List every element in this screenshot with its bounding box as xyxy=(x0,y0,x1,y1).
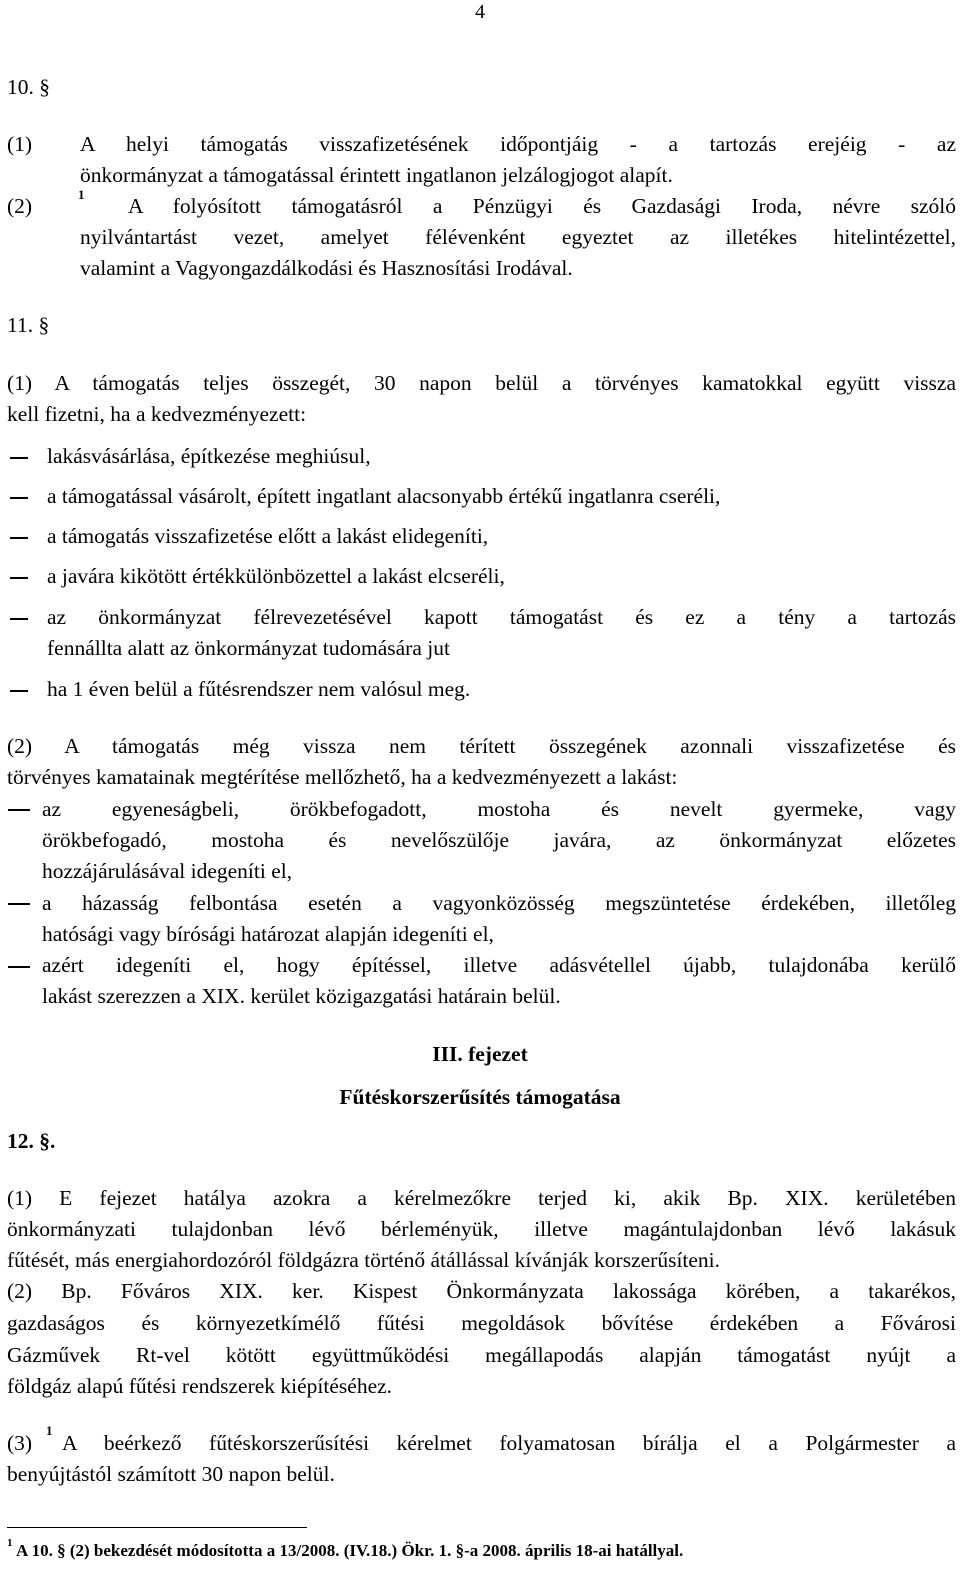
list-dash xyxy=(10,618,28,620)
list-item: a javára kikötött értékkülönbözettel a lakást elcseréli, xyxy=(47,564,505,588)
s12-p2-line1: (2) Bp. Főváros XIX. ker. Kispest Önkormányzata lakossága körében, a takarékos, xyxy=(7,1279,956,1303)
list-item-continuation: fennállta alatt az önkormányzat tudomására jut xyxy=(47,636,450,660)
list-item-continuation: örökbefogadó, mostoha és nevelőszülője javára, az önkormányzat előzetes xyxy=(42,828,956,852)
s12-p3-line2: benyújtástól számított 30 napon belül. xyxy=(7,1462,335,1486)
page-number: 4 xyxy=(475,1,485,23)
section-10-heading: 10. § xyxy=(7,75,50,99)
s10-p1-label: (1) xyxy=(7,132,33,156)
list-item: lakásvásárlása, építkezése meghiúsul, xyxy=(47,444,371,468)
s12-p2-line2: gazdaságos és környezetkímélő fűtési megoldások bővítése érdekében a Fővárosi xyxy=(7,1311,956,1335)
s12-p1-line2: önkormányzati tulajdonban lévő bérleményük, illetve magántulajdonban lévő lakásuk xyxy=(7,1217,956,1241)
s12-p3-label: (3) xyxy=(7,1431,33,1455)
s12-p2-line4: földgáz alapú fűtési rendszerek kiépítéséhez. xyxy=(7,1374,393,1398)
list-item-continuation: lakást szerezzen a XIX. kerület közigazgatási határain belül. xyxy=(42,984,561,1008)
s12-p1-line3: fűtését, más energiahordozóról földgázra történő átállással kívánják korszerűsíteni. xyxy=(7,1248,721,1272)
section-11-heading: 11. § xyxy=(7,313,50,337)
footnote-separator xyxy=(7,1527,307,1528)
list-item: a támogatás visszafizetése előtt a lakást elidegeníti, xyxy=(47,524,489,548)
chapter-title: III. fejezet xyxy=(432,1042,528,1066)
s11-p1-line2: kell fizetni, ha a kedvezményezett: xyxy=(7,402,307,426)
list-dash xyxy=(10,690,28,692)
s11-p2-line2: törvényes kamatainak megtérítése mellőzhető, ha a kedvezményezett a lakást: xyxy=(7,765,678,789)
list-dash xyxy=(10,537,28,539)
s10-p2-line3: valamint a Vagyongazdálkodási és Hasznosítási Irodával. xyxy=(80,256,573,280)
list-item: a házasság felbontása esetén a vagyonközösség megszüntetése érdekében, illetőleg xyxy=(42,891,956,915)
list-item-continuation: hatósági vagy bírósági határozat alapján idegeníti el, xyxy=(42,922,494,946)
section-12-heading: 12. §. xyxy=(7,1129,56,1153)
s10-p1-line2: önkormányzat a támogatással érintett ingatlanon jelzálogjogot alapít. xyxy=(80,163,673,187)
footnote-mark: 1 xyxy=(7,1537,13,1549)
s11-p2-line1: (2) A támogatás még vissza nem térített összegének azonnali visszafizetése és xyxy=(7,734,956,758)
s10-p2-label: (2) xyxy=(7,194,33,218)
s12-p3-footnote-mark: 1 xyxy=(46,1423,53,1438)
s10-p2-footnote-mark: 1 xyxy=(78,187,85,202)
list-dash xyxy=(10,457,28,459)
list-item: azért idegeníti el, hogy építéssel, illetve adásvétellel újabb, tulajdonába kerülő xyxy=(42,953,956,977)
s10-p2-line2: nyilvántartást vezet, amelyet félévenként egyeztet az illetékes hitelintézettel, xyxy=(80,225,956,249)
footnote-text: A 10. § (2) bekezdését módosította a 13/2008. (IV.18.) Ökr. 1. §-a 2008. április 18-ai hatállyal. xyxy=(16,1541,684,1560)
list-dash xyxy=(8,809,30,811)
list-item: ha 1 éven belül a fűtésrendszer nem valósul meg. xyxy=(47,677,471,701)
list-dash xyxy=(8,903,30,905)
list-item: az egyeneságbeli, örökbefogadott, mostoha és nevelt gyermeke, vagy xyxy=(42,797,956,821)
list-dash xyxy=(8,966,30,968)
s11-p1-line1: (1) A támogatás teljes összegét, 30 napon belül a törvényes kamatokkal együtt vissza xyxy=(7,371,956,395)
s12-p2-line3: Gázművek Rt-vel kötött együttműködési megállapodás alapján támogatást nyújt a xyxy=(7,1343,956,1367)
list-item: az önkormányzat félrevezetésével kapott támogatást és ez a tény a tartozás xyxy=(47,605,956,629)
list-item: a támogatással vásárolt, épített ingatlant alacsonyabb értékű ingatlanra cseréli, xyxy=(47,484,721,508)
list-item-continuation: hozzájárulásával idegeníti el, xyxy=(42,859,293,883)
s12-p3-line1: A beérkező fűtéskorszerűsítési kérelmet folyamatosan bírálja el a Polgármester a xyxy=(62,1431,956,1455)
list-dash xyxy=(10,497,28,499)
chapter-subtitle: Fűtéskorszerűsítés támogatása xyxy=(339,1085,621,1109)
s10-p1-line1: A helyi támogatás visszafizetésének időpontjáig - a tartozás erejéig - az xyxy=(80,132,956,156)
list-dash xyxy=(10,577,28,579)
s10-p2-line1: A folyósított támogatásról a Pénzügyi és Gazdasági Iroda, névre szóló xyxy=(128,194,956,218)
s12-p1-line1: (1) E fejezet hatálya azokra a kérelmezőkre terjed ki, akik Bp. XIX. kerületében xyxy=(7,1186,956,1210)
